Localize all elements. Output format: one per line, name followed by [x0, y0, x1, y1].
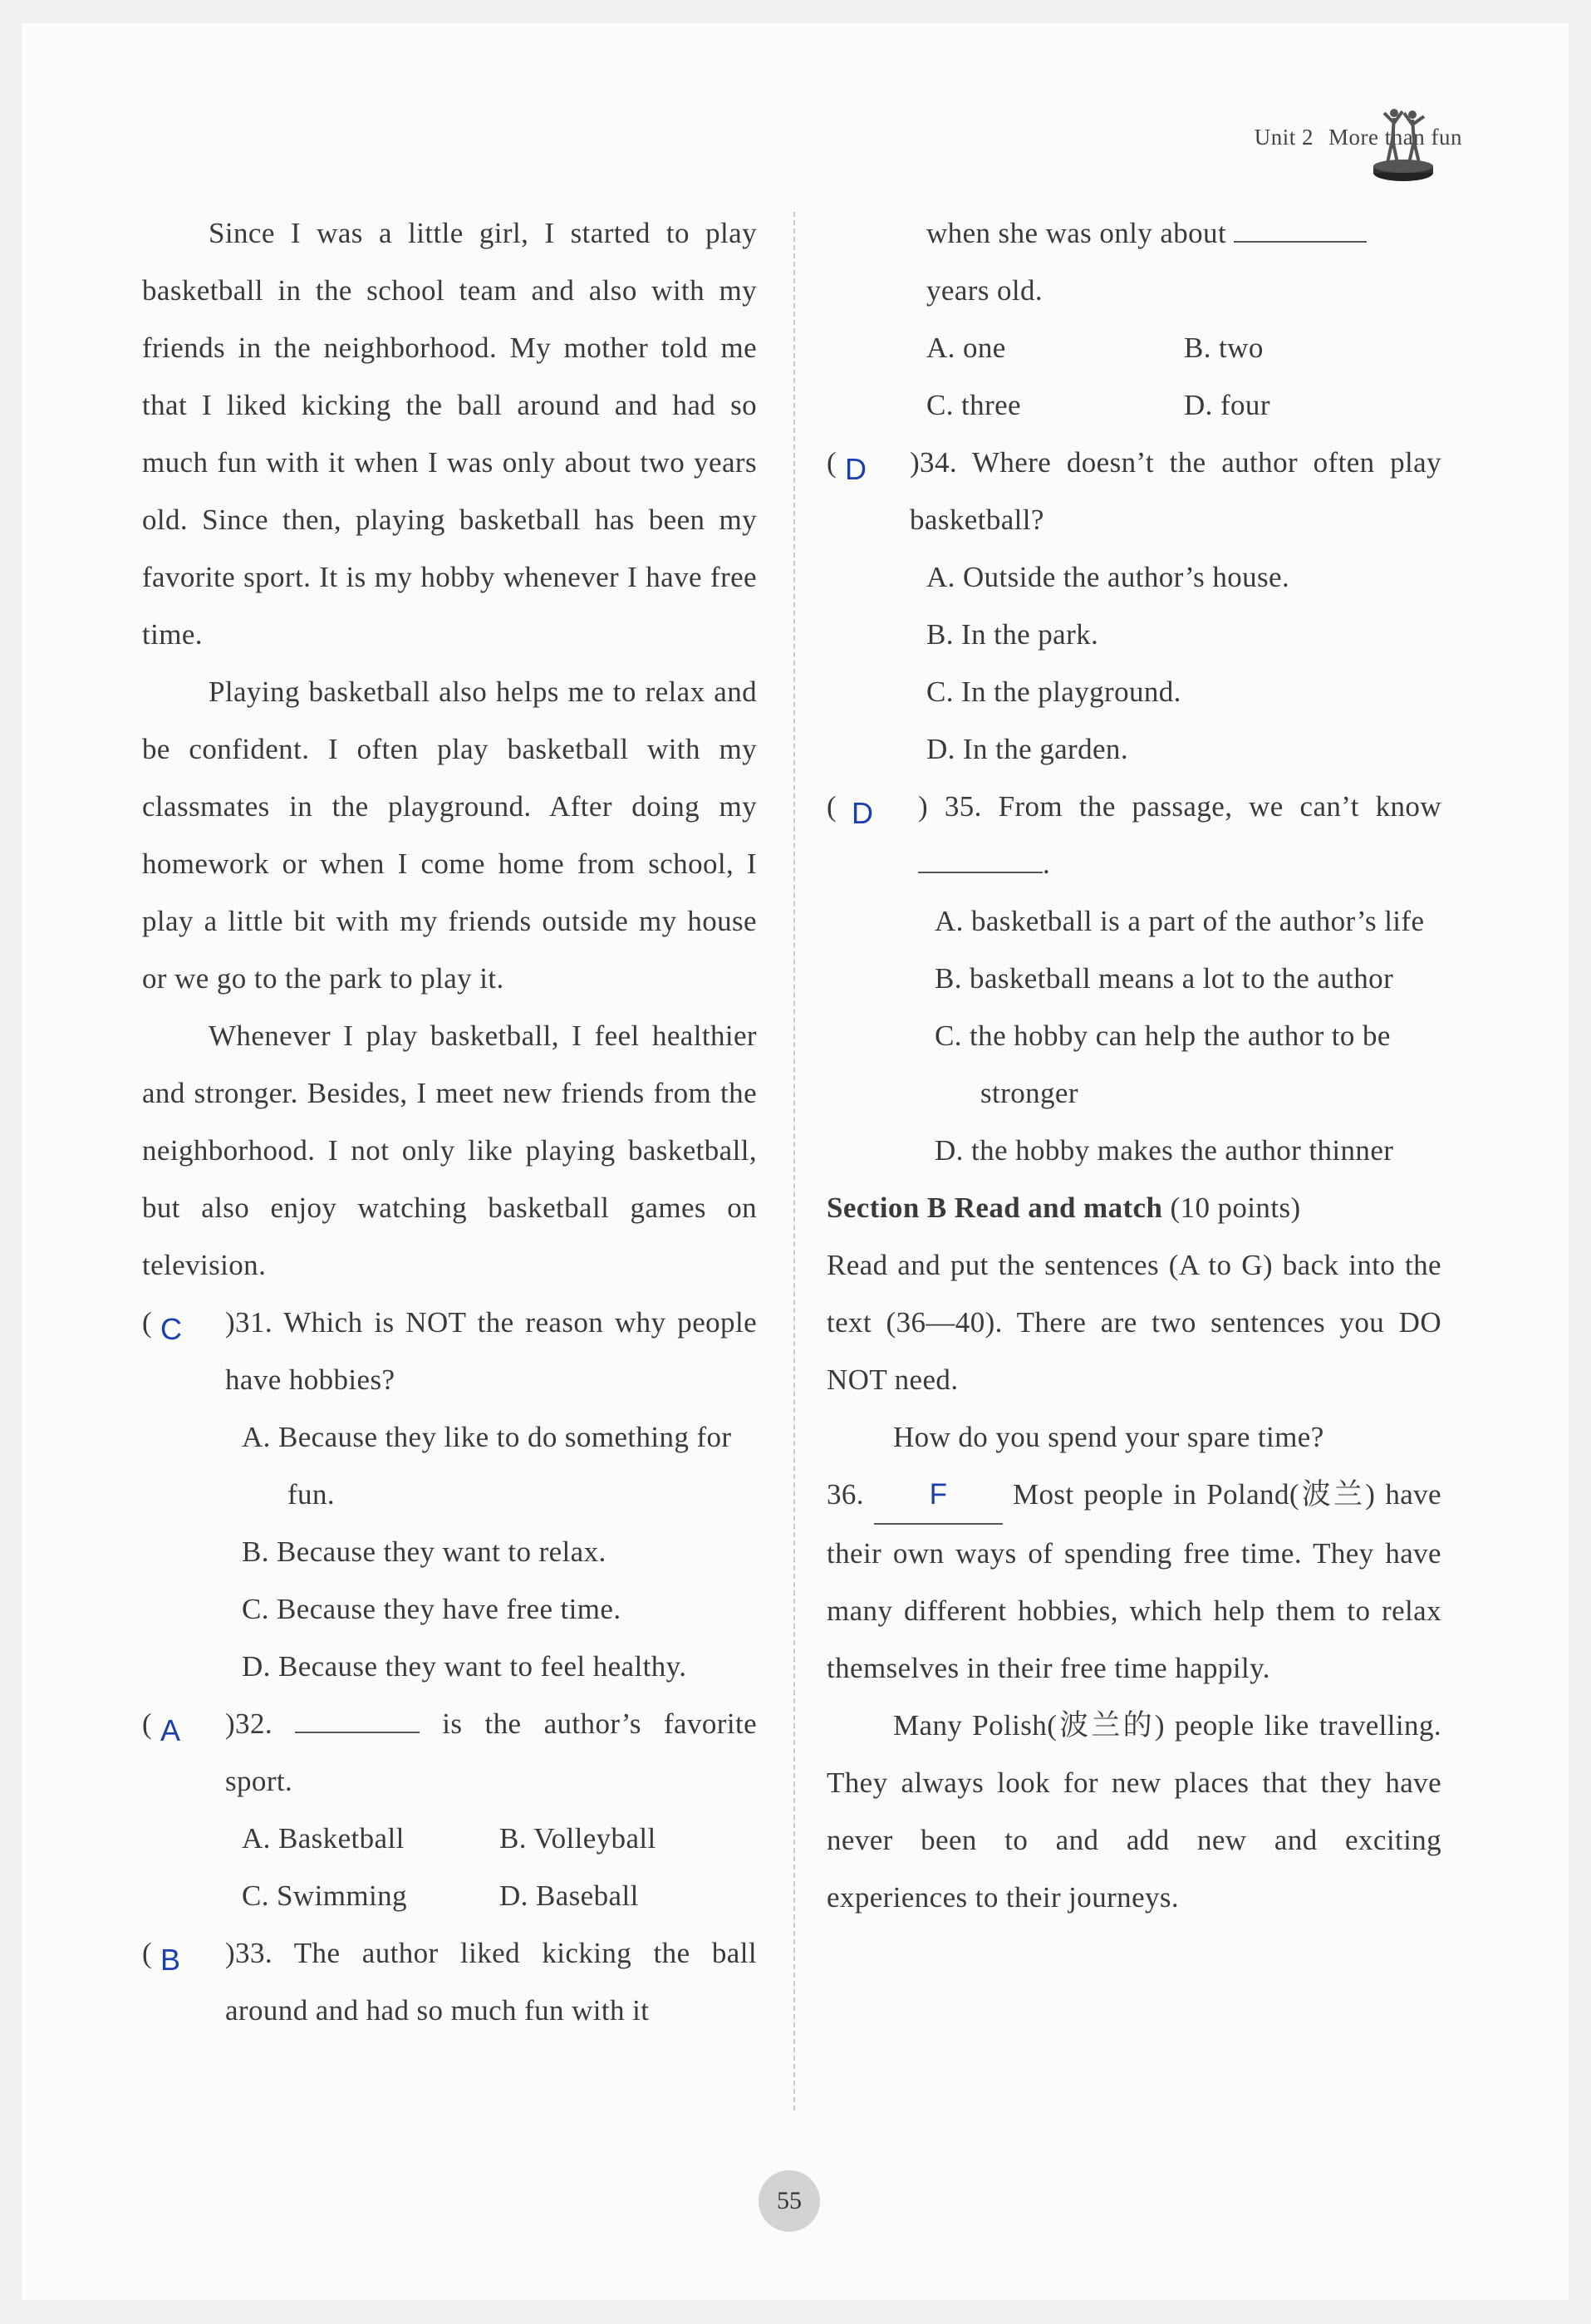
section-b-heading — [827, 1179, 1441, 1236]
question-35: ( D ) 35. From the passage, we can’t know . A. basketball is a part of the author’s life B. basketball means a lot to the author C. the hobby can help the author to be stronger D. the hobby makes the author thinner — [827, 778, 1441, 1179]
answer-blank — [1234, 216, 1367, 243]
question-33-stem-end: years old. — [926, 274, 1043, 307]
option-31-d: D. Because they want to feel healthy. — [242, 1650, 687, 1683]
column-divider — [793, 212, 795, 2110]
option-34-a: A. Outside the author’s house. — [926, 561, 1290, 593]
option-31-b: B. Because they want to relax. — [242, 1535, 606, 1568]
question-33-stem-cont: when she was only about — [926, 217, 1227, 249]
question-33-continued — [827, 204, 1441, 434]
basketball-players-icon — [1372, 106, 1434, 183]
page-number: 55 — [759, 2170, 820, 2232]
question-31-stem: )31. Which is NOT the reason why people have hobbies? — [225, 1306, 757, 1396]
question-36-number: 36. — [827, 1478, 864, 1511]
section-b-paragraph-2: Most people in Poland(波兰) have their own ways of spending free time. They have many different hobbies, which help them to relax themselves in their free time happily. — [827, 1478, 1441, 1684]
answer-blank — [295, 1707, 420, 1733]
answer-36: F — [874, 1466, 1003, 1525]
option-34-d: D. In the garden. — [926, 733, 1128, 765]
question-31: ( C )31. Which is NOT the reason why people have hobbies? A. Because they like to do something for fun. B. Because they want to relax. C. Because they have free time. D. Because they want to feel healthy. — [142, 1294, 757, 1695]
answer-31: C — [160, 1312, 183, 1346]
question-34-stem: )34. Where doesn’t the author often play basketball? — [910, 446, 1441, 536]
question-35-stem: ) 35. From the passage, we can’t know — [918, 790, 1441, 823]
passage-paragraph-2: Playing basketball also helps me to relax and be confident. I often play basketball with my classmates in the playground. After doing my homework or when I come home from school, I play a little bit with my friends outside my house or we go to the park to play it. — [142, 676, 757, 995]
option-34-c: C. In the playground. — [926, 676, 1181, 708]
question-32-number: )32. — [225, 1707, 273, 1740]
passage-paragraph-3: Whenever I play basketball, I feel healthier and stronger. Besides, I meet new friends from the neighborhood. I not only like playing basketball, but also enjoy watching basketball games on television. — [142, 1020, 757, 1281]
question-34: ( D )34. Where doesn’t the author often play basketball? A. Outside the author’s house. B. In the park. C. In the playground. D. In the garden. — [827, 434, 1441, 778]
question-33-stem: )33. The author liked kicking the ball around and had so much fun with it — [225, 1937, 757, 2027]
option-35-b: B. basketball means a lot to the author — [935, 962, 1394, 995]
answer-32: A — [160, 1713, 181, 1747]
answer-35: D — [852, 796, 874, 830]
option-34-b: B. In the park. — [926, 618, 1099, 651]
left-column — [142, 204, 757, 2039]
section-b-paragraph-3: Many Polish(波兰的) people like travelling. They always look for new places that they have never been to and add new and exciting experiences to their journeys. — [827, 1709, 1441, 1914]
section-b-instructions: Read and put the sentences (A to G) back into the text (36—40). There are two sentences you DO NOT need. — [827, 1249, 1441, 1396]
passage-paragraph-1: Since I was a little girl, I started to play basketball in the school team and also with my friends in the neighborhood. My mother told me that I liked kicking the ball around and had so much fun with it when I was only about two years old. Since then, playing basketball has been my favorite sport. It is my hobby whenever I have free time. — [142, 217, 757, 651]
section-b-title: Section B Read and match — [827, 1191, 1163, 1224]
option-32-c: C. Swimming — [242, 1879, 407, 1912]
option-32-a: A. Basketball — [242, 1822, 405, 1855]
section-b-points: (10 points) — [1170, 1191, 1301, 1224]
option-31-c: C. Because they have free time. — [242, 1593, 621, 1625]
option-33-b: B. two — [1184, 332, 1264, 364]
option-33-a: A. one — [926, 332, 1006, 364]
answer-33: B — [160, 1943, 181, 1977]
question-33: ( B )33. The author liked kicking the ball around and had so much fun with it — [142, 1924, 757, 2039]
option-35-a: A. basketball is a part of the author’s life — [935, 905, 1425, 937]
option-33-d: D. four — [1184, 389, 1270, 421]
option-35-c: C. the hobby can help the author to be stronger — [935, 1020, 1391, 1109]
option-33-c: C. three — [926, 389, 1021, 421]
answer-34: D — [845, 452, 867, 486]
option-31-a: A. Because they like to do something for fun. — [242, 1421, 732, 1511]
option-35-d: D. the hobby makes the author thinner — [935, 1134, 1394, 1167]
question-32-stem: is the author’s favorite sport. — [225, 1707, 758, 1797]
unit-label: Unit 2 — [1254, 125, 1314, 150]
answer-blank — [918, 847, 1043, 873]
section-b-paragraph-1: How do you spend your spare time? — [893, 1421, 1324, 1453]
unit-title: More than fun — [1328, 125, 1462, 150]
right-column — [827, 204, 1441, 1926]
option-32-d: D. Baseball — [499, 1879, 639, 1912]
option-32-b: B. Volleyball — [499, 1822, 656, 1855]
question-32: ( A )32. is the author’s favorite sport. A. Basketball B. Volleyball C. Swimming D. Baseball — [142, 1695, 757, 1924]
